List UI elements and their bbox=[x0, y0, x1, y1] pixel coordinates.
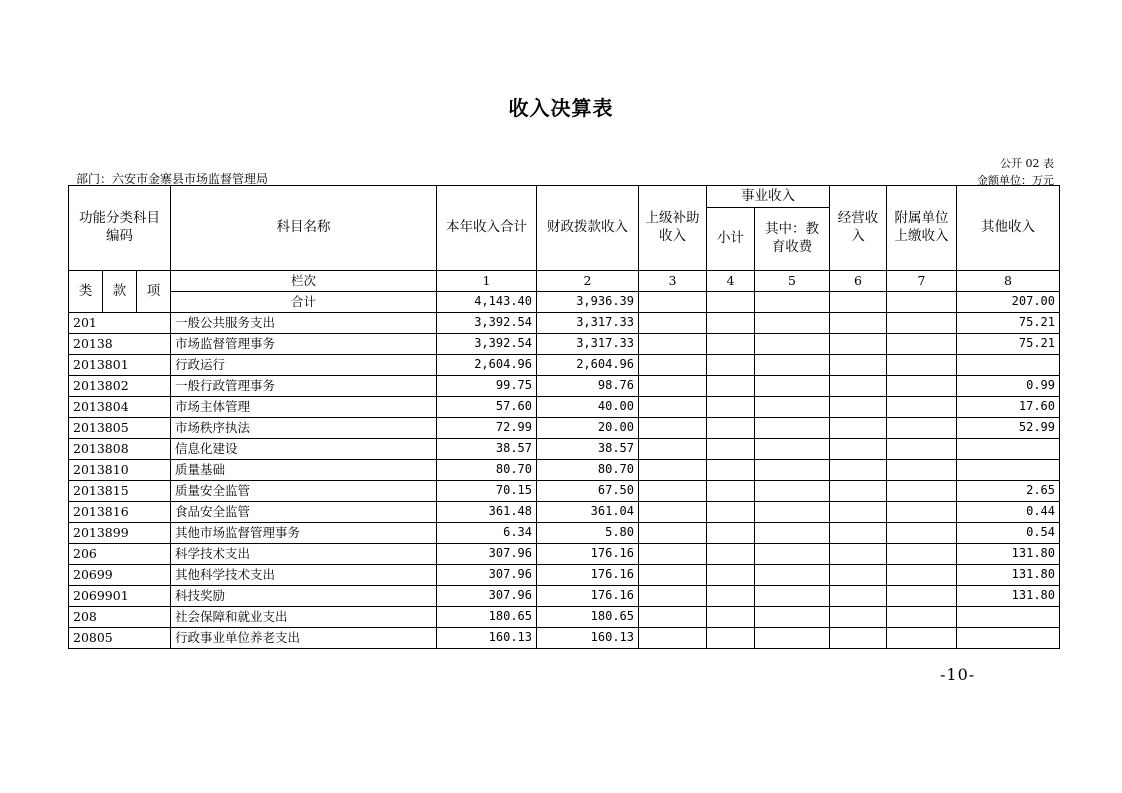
row-code: 2013815 bbox=[69, 481, 171, 502]
page-title: 收入决算表 bbox=[508, 96, 614, 120]
table-row bbox=[69, 460, 1060, 481]
header-func-code: 功能分类科目编码 bbox=[69, 186, 171, 271]
row-code: 2013801 bbox=[69, 355, 171, 376]
header-lei: 类 bbox=[69, 271, 103, 313]
header-lanci: 栏次 bbox=[171, 271, 437, 292]
col-index-7: 7 bbox=[887, 271, 957, 292]
total-other-value: 207.00 bbox=[957, 292, 1060, 313]
row-fiscal: 5.80 bbox=[537, 523, 639, 544]
row-code: 20699 bbox=[69, 565, 171, 586]
header-subtotal: 小计 bbox=[707, 208, 755, 271]
row-fiscal: 180.65 bbox=[537, 607, 639, 628]
table-row bbox=[69, 313, 1060, 334]
row-code: 2069901 bbox=[69, 586, 171, 607]
header-other: 其他收入 bbox=[957, 186, 1060, 271]
total-row bbox=[69, 292, 1060, 313]
row-subject-name: 其他科学技术支出 bbox=[171, 565, 437, 586]
table-row bbox=[69, 418, 1060, 439]
row-fiscal: 3,317.33 bbox=[537, 334, 639, 355]
row-fiscal: 40.00 bbox=[537, 397, 639, 418]
row-other-income: 75.21 bbox=[957, 313, 1060, 334]
table-row bbox=[69, 376, 1060, 397]
row-other-income bbox=[957, 355, 1060, 376]
row-other-income: 0.54 bbox=[957, 523, 1060, 544]
row-total-income: 72.99 bbox=[437, 418, 537, 439]
department-label: 部门：六安市金寨县市场监督管理局 bbox=[76, 172, 269, 186]
col-index-1: 1 bbox=[437, 271, 537, 292]
row-code: 201 bbox=[69, 313, 171, 334]
row-other-income: 0.99 bbox=[957, 376, 1060, 397]
row-fiscal: 98.76 bbox=[537, 376, 639, 397]
header-subject-name: 科目名称 bbox=[171, 186, 437, 271]
row-fiscal: 176.16 bbox=[537, 586, 639, 607]
row-code: 2013899 bbox=[69, 523, 171, 544]
row-subject-name: 科学技术支出 bbox=[171, 544, 437, 565]
row-total-income: 2,604.96 bbox=[437, 355, 537, 376]
row-total-income: 3,392.54 bbox=[437, 313, 537, 334]
row-subject-name: 市场秩序执法 bbox=[171, 418, 437, 439]
row-code: 2013810 bbox=[69, 460, 171, 481]
row-subject-name: 质量安全监管 bbox=[171, 481, 437, 502]
table-row bbox=[69, 355, 1060, 376]
table-row bbox=[69, 565, 1060, 586]
row-other-income: 52.99 bbox=[957, 418, 1060, 439]
table-row bbox=[69, 397, 1060, 418]
row-fiscal: 80.70 bbox=[537, 460, 639, 481]
row-fiscal: 361.04 bbox=[537, 502, 639, 523]
row-subject-name: 食品安全监管 bbox=[171, 502, 437, 523]
row-subject-name: 一般行政管理事务 bbox=[171, 376, 437, 397]
form-number: 公开 02 表 bbox=[1000, 157, 1054, 170]
row-fiscal: 176.16 bbox=[537, 565, 639, 586]
row-subject-name: 市场主体管理 bbox=[171, 397, 437, 418]
row-other-income bbox=[957, 607, 1060, 628]
row-subject-name: 一般公共服务支出 bbox=[171, 313, 437, 334]
table-row bbox=[69, 439, 1060, 460]
row-other-income: 2.65 bbox=[957, 481, 1060, 502]
income-statement-table bbox=[68, 185, 1060, 649]
row-total-income: 160.13 bbox=[437, 628, 537, 649]
row-other-income: 0.44 bbox=[957, 502, 1060, 523]
row-total-income: 307.96 bbox=[437, 565, 537, 586]
col-index-8: 8 bbox=[957, 271, 1060, 292]
col-index-2: 2 bbox=[537, 271, 639, 292]
col-index-5: 5 bbox=[755, 271, 830, 292]
unit-label: 金额单位：万元 bbox=[977, 174, 1054, 187]
row-fiscal: 67.50 bbox=[537, 481, 639, 502]
row-code: 2013804 bbox=[69, 397, 171, 418]
table-row bbox=[69, 502, 1060, 523]
table-body bbox=[69, 313, 1060, 649]
page-number: -10- bbox=[940, 665, 976, 684]
table-row bbox=[69, 586, 1060, 607]
row-subject-name: 社会保障和就业支出 bbox=[171, 607, 437, 628]
row-subject-name: 行政事业单位养老支出 bbox=[171, 628, 437, 649]
row-total-income: 70.15 bbox=[437, 481, 537, 502]
table-row bbox=[69, 544, 1060, 565]
row-code: 20805 bbox=[69, 628, 171, 649]
row-code: 208 bbox=[69, 607, 171, 628]
total-fiscal-value: 3,936.39 bbox=[537, 292, 639, 313]
row-code: 2013816 bbox=[69, 502, 171, 523]
row-total-income: 57.60 bbox=[437, 397, 537, 418]
total-label: 合计 bbox=[171, 292, 437, 313]
col-index-3: 3 bbox=[639, 271, 707, 292]
row-subject-name: 市场监督管理事务 bbox=[171, 334, 437, 355]
row-fiscal: 20.00 bbox=[537, 418, 639, 439]
row-code: 20138 bbox=[69, 334, 171, 355]
row-fiscal: 176.16 bbox=[537, 544, 639, 565]
table-row bbox=[69, 481, 1060, 502]
row-total-income: 99.75 bbox=[437, 376, 537, 397]
row-subject-name: 其他市场监督管理事务 bbox=[171, 523, 437, 544]
row-total-income: 80.70 bbox=[437, 460, 537, 481]
total-income-value: 4,143.40 bbox=[437, 292, 537, 313]
row-other-income: 75.21 bbox=[957, 334, 1060, 355]
row-total-income: 361.48 bbox=[437, 502, 537, 523]
col-index-4: 4 bbox=[707, 271, 755, 292]
row-total-income: 3,392.54 bbox=[437, 334, 537, 355]
row-fiscal: 3,317.33 bbox=[537, 313, 639, 334]
header-education-fee: 其中：教育收费 bbox=[755, 208, 830, 271]
row-other-income: 17.60 bbox=[957, 397, 1060, 418]
row-code: 2013808 bbox=[69, 439, 171, 460]
row-total-income: 38.57 bbox=[437, 439, 537, 460]
row-fiscal: 38.57 bbox=[537, 439, 639, 460]
table-row bbox=[69, 607, 1060, 628]
row-subject-name: 行政运行 bbox=[171, 355, 437, 376]
col-index-6: 6 bbox=[830, 271, 887, 292]
row-total-income: 307.96 bbox=[437, 586, 537, 607]
row-code: 2013805 bbox=[69, 418, 171, 439]
header-superior-subsidy: 上级补助收入 bbox=[639, 186, 707, 271]
row-other-income: 131.80 bbox=[957, 565, 1060, 586]
header-total-income: 本年收入合计 bbox=[437, 186, 537, 271]
row-code: 2013802 bbox=[69, 376, 171, 397]
row-total-income: 307.96 bbox=[437, 544, 537, 565]
header-business-income: 事业收入 bbox=[707, 186, 830, 208]
header-fiscal: 财政拨款收入 bbox=[537, 186, 639, 271]
row-total-income: 180.65 bbox=[437, 607, 537, 628]
header-operating: 经营收入 bbox=[830, 186, 887, 271]
table-row bbox=[69, 334, 1060, 355]
row-fiscal: 2,604.96 bbox=[537, 355, 639, 376]
header-affiliated: 附属单位上缴收入 bbox=[887, 186, 957, 271]
row-other-income: 131.80 bbox=[957, 586, 1060, 607]
row-subject-name: 信息化建设 bbox=[171, 439, 437, 460]
table-row bbox=[69, 628, 1060, 649]
row-subject-name: 科技奖励 bbox=[171, 586, 437, 607]
row-other-income bbox=[957, 628, 1060, 649]
row-code: 206 bbox=[69, 544, 171, 565]
header-xiang: 项 bbox=[137, 271, 171, 313]
row-total-income: 6.34 bbox=[437, 523, 537, 544]
row-other-income bbox=[957, 460, 1060, 481]
row-fiscal: 160.13 bbox=[537, 628, 639, 649]
row-other-income: 131.80 bbox=[957, 544, 1060, 565]
table-row bbox=[69, 523, 1060, 544]
row-subject-name: 质量基础 bbox=[171, 460, 437, 481]
header-kuan: 款 bbox=[103, 271, 137, 313]
row-other-income bbox=[957, 439, 1060, 460]
